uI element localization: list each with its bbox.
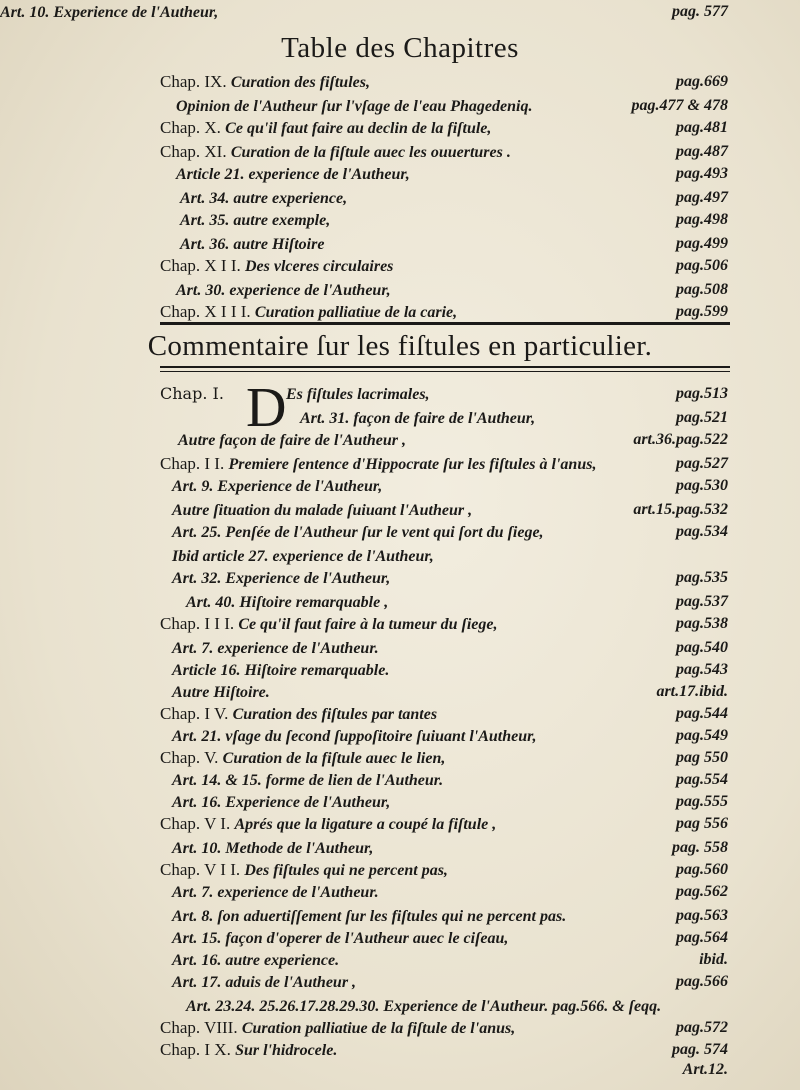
toc-entry-text: Article 21. experience de l'Autheur,: [176, 166, 410, 183]
toc-entry: [0, 994, 800, 1018]
toc-entry-text: Autre ſituation du malade ſuiuant l'Autheur ,: [172, 502, 473, 519]
toc-entry-page: pag.669: [676, 73, 728, 90]
divider-rule: [160, 371, 730, 372]
toc-entry-text: Ce qu'il faut faire au declin de la fiſtule,: [225, 120, 492, 137]
toc-entry-label: Chap. V I I.: [160, 860, 245, 879]
toc-entry-text: Art. 16. autre experience.: [172, 952, 340, 969]
toc-entry-label: Chap. VIII.: [160, 1018, 242, 1037]
toc-entry-text: Art. 25. Penſée de l'Autheur ſur le vent qui ſort du ſiege,: [172, 524, 544, 541]
toc-entry: [0, 0, 800, 24]
toc-entry: [0, 590, 800, 614]
toc-entry: [0, 768, 800, 792]
toc-entry-text: Art. 10. Methode de l'Autheur,: [172, 840, 374, 857]
toc-entry: [0, 790, 800, 814]
toc-entry-lead: [286, 382, 430, 407]
toc-entry-page: art.15.pag.532: [633, 501, 728, 518]
toc-entry-label: Chap. I I I.: [160, 614, 239, 633]
toc-entry-page: pag 550: [676, 749, 728, 766]
toc-entry-page: pag.493: [676, 165, 728, 182]
toc-entry: [0, 858, 800, 882]
toc-entry-text: Art. 7. experience de l'Autheur.: [172, 640, 379, 657]
toc-entry-text: Curation de la fiſtule auec les ouuertures .: [230, 144, 511, 161]
toc-entry-lead: [160, 612, 498, 637]
toc-entry-text: Aprés que la ligature a coupé la fiſtule ,: [234, 816, 497, 833]
toc-entry-label: Chap. I.: [160, 384, 224, 403]
toc-entry: [0, 116, 800, 140]
toc-entry-page: pag.540: [676, 639, 728, 656]
toc-entry-page: pag.508: [676, 281, 728, 298]
toc-entry-lead: [160, 812, 496, 837]
divider-rule: [160, 322, 730, 325]
toc-entry-text: Art. 7. experience de l'Autheur.: [172, 884, 379, 901]
toc-entry-page: pag.562: [676, 883, 728, 900]
toc-entry-text: Autre Hiſtoire.: [172, 684, 270, 701]
toc-entry-page: pag.481: [676, 119, 728, 136]
toc-entry-lead: [160, 254, 393, 279]
toc-entry-page: pag.530: [676, 477, 728, 494]
toc-entry-page: art.17.ibid.: [656, 683, 728, 700]
toc-entry: [0, 1016, 800, 1040]
toc-entry-page: pag.535: [676, 569, 728, 586]
toc-entry-lead: [178, 428, 406, 453]
toc-entry: [0, 232, 800, 256]
toc-entry-page: pag.487: [676, 143, 728, 160]
toc-entry-text: Art. 36. autre Hiſtoire: [180, 236, 325, 253]
toc-entry-page: pag. 574: [672, 1041, 728, 1058]
toc-entry-page: pag.599: [676, 303, 728, 320]
toc-entry-page: pag.549: [676, 727, 728, 744]
toc-entry: [0, 428, 800, 452]
toc-entry-text: Curation des fiſtules,: [230, 74, 370, 91]
toc-entry-lead: [0, 0, 218, 25]
toc-entry-text: Art. 23.24. 25.26.17.28.29.30. Experience de l'Autheur. pag.566. & ſeqq.: [186, 998, 662, 1015]
toc-entry-page: pag.477 & 478: [631, 97, 728, 114]
toc-entry-text: Art. 14. & 15. forme de lien de l'Autheur.: [172, 772, 444, 789]
toc-entry-text: Art. 21. vſage du ſecond ſuppoſitoire ſuiuant l'Autheur,: [172, 728, 537, 745]
toc-entry-page: pag.499: [676, 235, 728, 252]
toc-entry-text: Art. 34. autre experience,: [180, 190, 348, 207]
toc-entry-text: Article 16. Hiſtoire remarquable.: [172, 662, 390, 679]
toc-entry-text: Curation palliatiue de la carie,: [254, 304, 458, 321]
toc-entry-text: Des fiſtules qui ne percent pas,: [244, 862, 448, 879]
toc-entry-text: Curation de la fiſtule auec le lien,: [222, 750, 446, 767]
toc-entry-label: Chap. V I.: [160, 814, 235, 833]
toc-entry: [0, 636, 800, 660]
toc-entry: [0, 278, 800, 302]
toc-entry: [0, 254, 800, 278]
toc-entry-label: Chap. IX.: [160, 72, 231, 91]
page-title: Table des Chapitres: [281, 32, 519, 64]
toc-entry-page: pag.537: [676, 593, 728, 610]
toc-entry-label: Chap. X I I.: [160, 256, 245, 275]
toc-entry-text: Des vlceres circulaires: [244, 258, 394, 275]
toc-entry-label: Chap. XI.: [160, 142, 231, 161]
toc-entry-page: pag.554: [676, 771, 728, 788]
toc-entry-text: Ce qu'il faut faire à la tumeur du ſiege,: [238, 616, 498, 633]
toc-entry: [0, 520, 800, 544]
toc-entry: [0, 658, 800, 682]
toc-entry: [0, 836, 800, 860]
toc-entry-lead: [172, 520, 544, 545]
toc-entry: [0, 300, 800, 324]
toc-entry-lead: [172, 880, 379, 905]
toc-entry-text: Autre façon de faire de l'Autheur ,: [178, 432, 407, 449]
toc-entry: [0, 452, 800, 476]
toc-entry: [0, 880, 800, 904]
toc-entry: [0, 970, 800, 994]
toc-entry: [0, 406, 800, 430]
toc-entry-lead: [172, 474, 382, 499]
toc-entry: [0, 724, 800, 748]
toc-entry-page: pag.572: [676, 1019, 728, 1036]
toc-entry-text: Art. 35. autre exemple,: [180, 212, 331, 229]
toc-entry-page: pag. 558: [672, 839, 728, 856]
toc-entry: [0, 702, 800, 726]
toc-entry-page: pag.506: [676, 257, 728, 274]
toc-entry-text: Opinion de l'Autheur ſur l'vſage de l'eau Phagedeniq.: [176, 98, 533, 115]
toc-entry-page: pag.543: [676, 661, 728, 678]
toc-entry-page: pag.513: [676, 385, 728, 402]
toc-entry-lead: [160, 70, 370, 95]
toc-entry-text: Art. 8. ſon aduertiſſement ſur les fiſtules qui ne percent pas.: [172, 908, 567, 925]
toc-entry-page: pag.563: [676, 907, 728, 924]
toc-entry-text: Art. 15. façon d'operer de l'Autheur auec le ciſeau,: [172, 930, 509, 947]
toc-entry-text: Curation des fiſtules par tantes: [232, 706, 438, 723]
toc-entry-lead: [160, 116, 491, 141]
toc-entry-label: Chap. I V.: [160, 704, 233, 723]
toc-entry: [0, 70, 800, 94]
toc-entry-page: pag.566: [676, 973, 728, 990]
toc-entry-page: pag.534: [676, 523, 728, 540]
divider-rule: [160, 366, 730, 368]
toc-entry-page: pag.498: [676, 211, 728, 228]
toc-entry-text: Ibid article 27. experience de l'Autheur,: [172, 548, 434, 565]
toc-entry-lead: [180, 208, 330, 233]
toc-entry-text: Es fiſtules lacrimales,: [286, 386, 430, 403]
toc-entry: [0, 566, 800, 590]
toc-entry: [0, 612, 800, 636]
toc-entry-label: Chap. I X.: [160, 1040, 236, 1059]
toc-entry-lead: [172, 970, 356, 995]
toc-entry: [0, 208, 800, 232]
toc-entry-text: Art. 9. Experience de l'Autheur,: [172, 478, 383, 495]
toc-entry-page: pag.527: [676, 455, 728, 472]
catchword-row: [0, 1058, 800, 1082]
toc-entry-text: Art. 32. Experience de l'Autheur,: [172, 570, 391, 587]
toc-entry: [0, 162, 800, 186]
toc-entry: [0, 812, 800, 836]
toc-entry: [0, 544, 800, 568]
toc-entry: [0, 948, 800, 972]
toc-entry: [0, 904, 800, 928]
toc-entry-page: pag.538: [676, 615, 728, 632]
toc-entry-text: Curation palliatiue de la fiſtule de l'anus,: [241, 1020, 516, 1037]
toc-entry: [0, 926, 800, 950]
toc-entry-page: pag.497: [676, 189, 728, 206]
toc-entry-text: Art. 31. façon de faire de l'Autheur,: [300, 410, 536, 427]
toc-entry-page: pag. 577: [672, 3, 728, 20]
toc-entry-text: Art. 30. experience de l'Autheur,: [176, 282, 391, 299]
toc-entry-text: Art. 10. Experience de l'Autheur,: [0, 4, 219, 21]
toc-entry-text: Sur l'hidrocele.: [235, 1042, 338, 1059]
toc-entry: [0, 186, 800, 210]
toc-entry: [0, 746, 800, 770]
toc-entry-lead: [172, 566, 390, 591]
toc-entry-text: Premiere ſentence d'Hippocrate ſur les fiſtules à l'anus,: [228, 456, 597, 473]
toc-entry: [0, 680, 800, 704]
toc-entry: [0, 94, 800, 118]
toc-entry: [0, 140, 800, 164]
toc-entry-label: Chap. X.: [160, 118, 226, 137]
toc-entry-label: Chap. V.: [160, 748, 223, 767]
toc-entry-page: pag.564: [676, 929, 728, 946]
catchword: Art.12.: [682, 1061, 728, 1078]
dropcap-letter: D: [246, 377, 287, 439]
toc-entry-page: pag.544: [676, 705, 728, 722]
toc-entry-text: Art. 17. aduis de l'Autheur ,: [172, 974, 357, 991]
toc-entry-page: ibid.: [699, 951, 728, 968]
toc-entry-page: pag.560: [676, 861, 728, 878]
toc-entry-text: Art. 40. Hiſtoire remarquable ,: [186, 594, 389, 611]
toc-entry-page: pag 556: [676, 815, 728, 832]
toc-entry-page: pag.555: [676, 793, 728, 810]
section-title: Commentaire ſur les fiſtules en particulier.: [147, 330, 653, 362]
toc-entry-label: Chap. X I I I.: [160, 302, 255, 321]
toc-entry: [0, 474, 800, 498]
toc-entry-page: art.36.pag.522: [633, 431, 728, 448]
toc-entry-text: Art. 16. Experience de l'Autheur,: [172, 794, 391, 811]
toc-entry: [0, 382, 800, 406]
toc-entry-lead: [176, 162, 410, 187]
toc-entry: [0, 498, 800, 522]
toc-entry-label: Chap. I I.: [160, 454, 229, 473]
toc-entry-page: pag.521: [676, 409, 728, 426]
